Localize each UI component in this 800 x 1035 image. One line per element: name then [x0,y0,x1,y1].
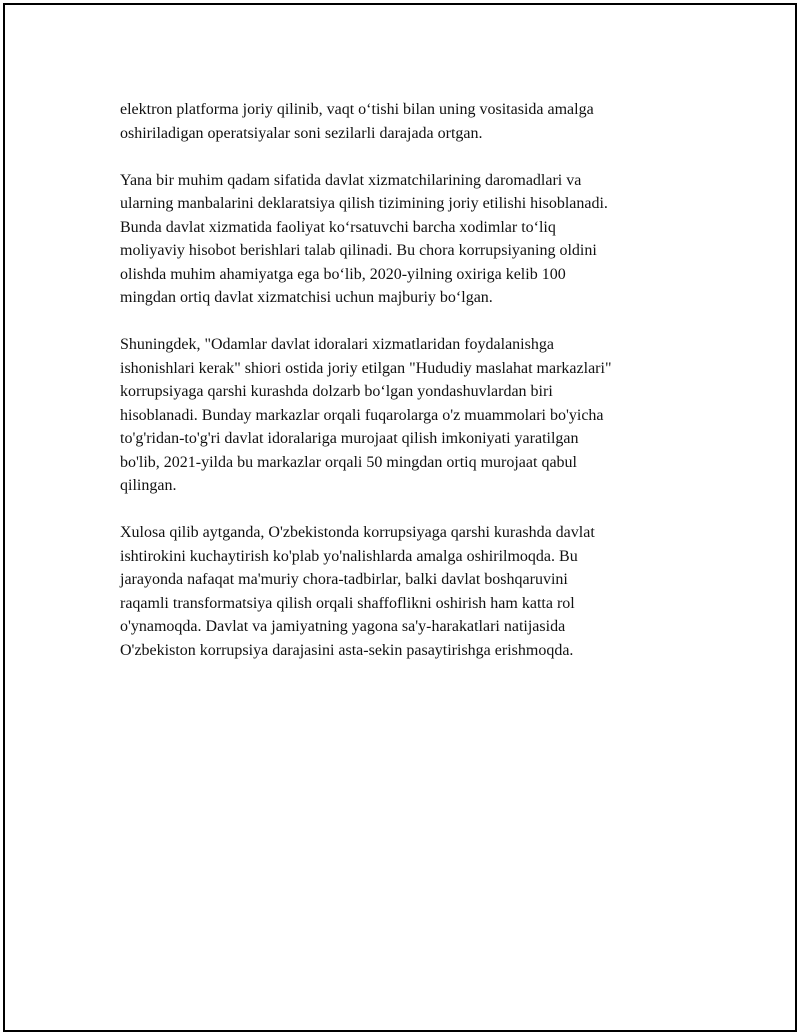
paragraph-4: Xulosa qilib aytganda, O'zbekistonda korrupsiyaga qarshi kurashda davlat ishtirokini kuchaytirish ko'plab yo'nalishlarda amalga oshirilmoqda. Bu jarayonda nafaqat ma'muriy chora-tadbirlar, balki davlat boshqaruvini raqamli transformatsiya qilish orqali shaffoflikni oshirish ham katta rol o'ynamoqda. Davlat va jamiyatning yagona sa'y-harakatlari natijasida O'zbekiston korrupsiya darajasini asta-sekin pasaytirishga erishmoqda. [120,524,595,659]
paragraph-1: elektron platforma joriy qilinib, vaqt o‘tishi bilan uning vositasida amalga oshiriladigan operatsiyalar soni sezilarli darajada ortgan. [120,101,594,142]
document-page [3,3,797,1032]
paragraph-3: Shuningdek, "Odamlar davlat idoralari xizmatlaridan foydalanishga ishonishlari kerak" shiori ostida joriy etilgan "Hududiy maslahat markazlari" korrupsiyaga qarshi kurashda dolzarb bo‘lgan yondashuvlardan biri hisoblanadi. Bunday markazlar orqali fuqarolarga o'z muammolari bo'yicha to'g'ridan-to'g'ri davlat idoralariga murojaat qilish imkoniyati yaratilgan bo'lib, 2021-yilda bu markazlar orqali 50 mingdan ortiq murojaat qabul qilingan. [120,336,612,494]
paragraph-2: Yana bir muhim qadam sifatida davlat xizmatchilarining daromadlari va ularning manbalarini deklaratsiya qilish tizimining joriy etilishi hisoblanadi. Bunda davlat xizmatida faoliyat ko‘rsatuvchi barcha xodimlar to‘liq moliyaviy hisobot berishlari talab qilinadi. Bu chora korrupsiyaning oldini olishda muhim ahamiyatga ega bo‘lib, 2020-yilning oxiriga kelib 100 mingdan ortiq davlat xizmatchisi uchun majburiy bo‘lgan. [120,171,608,306]
document-body [120,98,700,686]
